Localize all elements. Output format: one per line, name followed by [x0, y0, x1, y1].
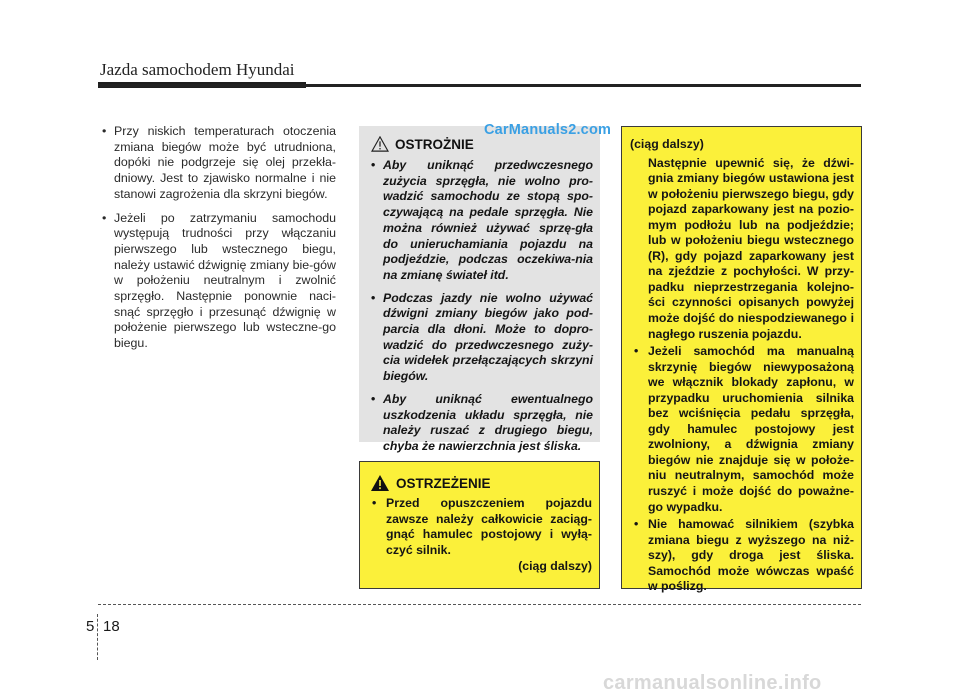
page-number: 18	[103, 618, 120, 635]
caution-header	[371, 136, 474, 152]
warning-header	[370, 474, 491, 492]
warning-item: • Przed opuszczeniem pojazdu zawsze należy całkowicie zaciąg-gnąć hamulec postojowy i wyłą-czyć silnik.	[368, 496, 592, 558]
left-bullet-1: • Przy niskich temperaturach otoczenia zmiana biegów może być utrudniona, dopóki nie podgrzeje się olej przekła-dniowy. Jest to zjawisko normalne i nie stanowi zagrożenia dla skrzyni biegów.	[100, 124, 336, 203]
header-rule	[98, 84, 861, 87]
footer-rule	[98, 604, 861, 605]
warning-title: OSTRZEŻENIE	[396, 475, 491, 491]
watermark-bottom: carmanualsonline.info	[603, 672, 822, 694]
left-text-column	[100, 124, 336, 360]
warning-continued-box	[621, 126, 862, 594]
caution-list	[367, 158, 593, 462]
continued-label: (ciąg dalszy)	[630, 137, 704, 151]
warning-continued-body	[630, 137, 854, 597]
caution-title: OSTROŻNIE	[395, 136, 474, 152]
continued-item-1: • Jeżeli samochód ma manualną skrzynię biegów niewyposażoną we włącznik blokady zapłonu, w przypadku uruchomienia silnika bez wciśnięcia pedału sprzęgła, gdy hamulec postojowy jest zwolniony, a dźwignia zmiany biegów nie znajduje się w położe-niu neutralnym, samochód może ruszyć i może dojść do poważne-go wypadku.	[630, 344, 854, 515]
continued-paragraph: Następnie upewnić się, że dźwi-gnia zmiany biegów ustawiona jest w położeniu pierwszego biegu, gdy pojazd zaparkowany jest na pozio-mym podłożu lub na podjeździe; lub w położeniu biegu wstecznego (R), gdy pojazd zaparkowany jest na zjeździe z pochyłości. W przy-padku nieprzestrzegania kolejno-ści czynności opisanych powyżej może dojść do niespodziewanego i nagłego ruszenia pojazdu.	[648, 155, 854, 341]
left-bullet-2: • Jeżeli po zatrzymaniu samochodu występują trudności przy włączaniu pierwszego lub wstecznego biegu, należy ustawić dźwignię zmiany bie-gów w położeniu neutralnym i zwolnić sprzęgło. Następnie ponownie naci-snąć sprzęgło i przesunąć dźwignię w położenie pierwszego lub wsteczne-go biegu.	[100, 211, 336, 352]
warning-body	[368, 496, 592, 575]
continued-item-2: • Nie hamować silnikiem (szybka zmiana biegu z wyższego na niż-szy), gdy droga jest śliska. Samochód może wówczas wpaść w poślizg.	[630, 517, 854, 595]
caution-item-3: • Aby uniknąć ewentualnego uszkodzenia układu sprzęgła, nie należy ruszać z drugiego biegu, chyba że nawierzchnia jest śliska.	[367, 392, 593, 455]
warning-continued-label: (ciąg dalszy)	[518, 559, 592, 573]
footer-divider	[97, 614, 98, 660]
caution-item-1: • Aby uniknąć przedwczesnego zużycia sprzęgła, nie wolno pro-wadzić samochodu ze stopą spo-czywającą na pedale sprzęgła. Nie można również używać sprzę-gła do unieruchamiania pojazdu na podjeździe, podczas oczekiwa-nia na zmianę świateł itd.	[367, 158, 593, 284]
caution-triangle-icon	[371, 136, 389, 152]
caution-box	[359, 126, 600, 453]
warning-triangle-icon	[370, 474, 390, 492]
caution-item-2: • Podczas jazdy nie wolno używać dźwigni zmiany biegów jako pod-parcia dla dłoni. Może to dopro-wadzić do przedwczesnego zuży-cia widełek przełączających skrzyni biegów.	[367, 291, 593, 385]
chapter-number: 5	[86, 618, 95, 635]
watermark-top: CarManuals2.com	[484, 122, 612, 138]
warning-box	[359, 461, 600, 589]
page-header-title: Jazda samochodem Hyundai	[100, 60, 295, 79]
